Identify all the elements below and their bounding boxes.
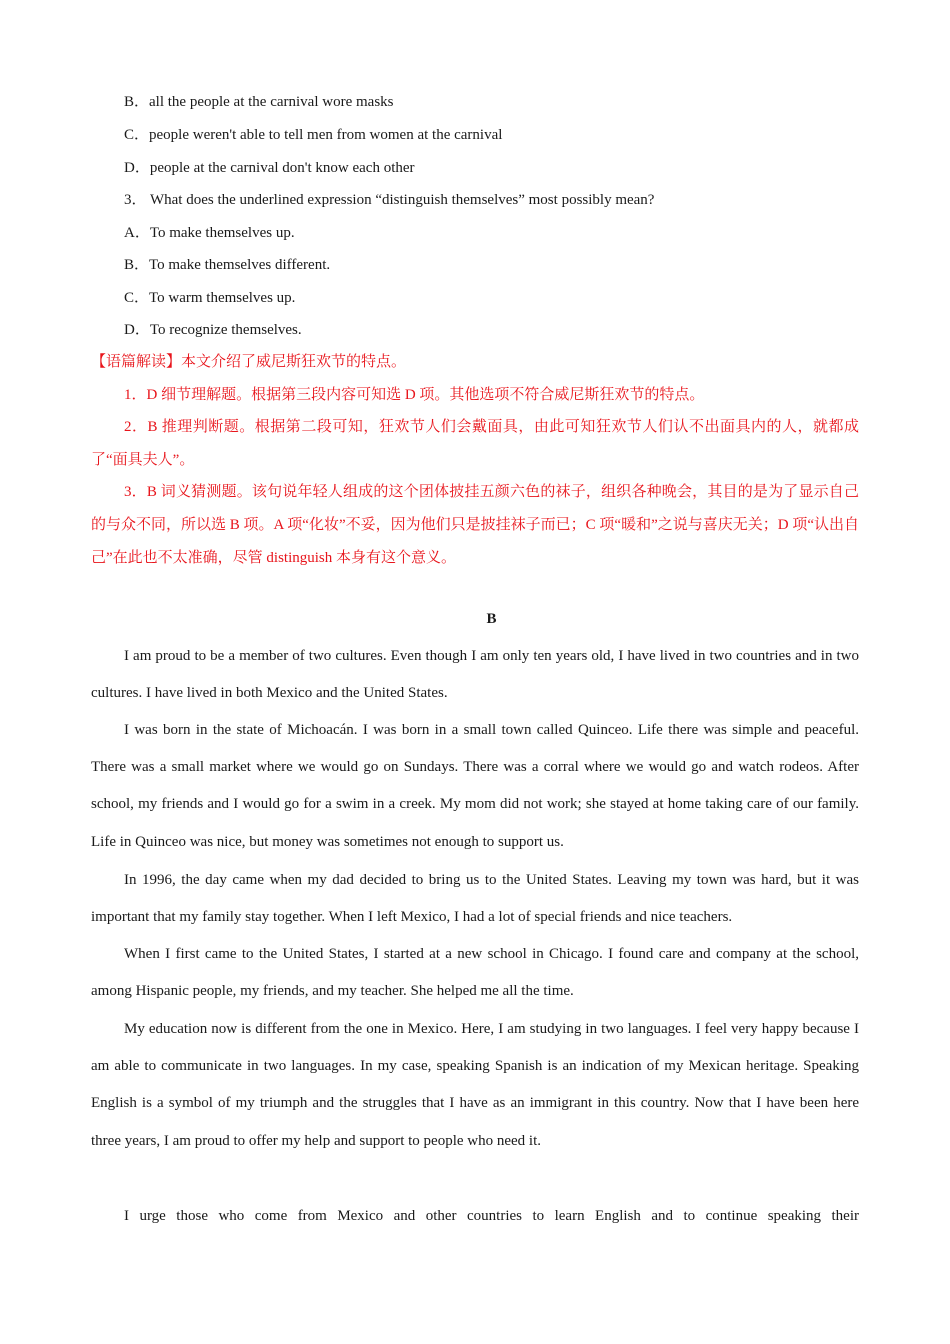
question3-option-a: A．To make themselves up.	[124, 225, 295, 241]
analysis-answer-3: 3．B 词义猜测题。该句说年轻人组成的这个团体披挂五颜六色的袜子，组织各种晚会，其目的是为了显示自己的与众不同，所以选 B 项。A 项“化妆”不妥，因为他们只是披挂袜子而已；C 项“暖和”之说与喜庆无关；D 项“认出自己”在此也不太准确，尽管 distinguish 本身有这个意义。	[91, 484, 859, 566]
question3-option-c: C．To warm themselves up.	[124, 290, 296, 306]
passage-paragraph-2: I was born in the state of Michoacán. I was born in a small town called Quinceo. Life there was simple and peaceful. There was a small market where we would go on Sundays. There was a corral where we would go and watch rodeos. After school, my friends and I would go for a swim in a creek. My mom did not work; she stayed at home taking care of our family. Life in Quinceo was nice, but money was sometimes not enough to support us.	[91, 722, 859, 850]
question3-stem: 3． What does the underlined expression “distinguish themselves” most possibly mean?	[124, 192, 655, 208]
question2-option-b: B．all the people at the carnival wore masks	[124, 94, 394, 110]
analysis-intro: 【语篇解读】本文介绍了威尼斯狂欢节的特点。	[91, 354, 407, 370]
question3-option-d: D．To recognize themselves.	[124, 322, 302, 338]
analysis-answer-2: 2．B 推理判断题。根据第二段可知，狂欢节人们会戴面具，由此可知狂欢节人们认不出面具内的人，就都成了“面具夫人”。	[91, 419, 859, 468]
passage-paragraph-5: My education now is different from the one in Mexico. Here, I am studying in two languages. I feel very happy because I am able to communicate in two languages. In my case, speaking Spanish is an indication of my Mexican heritage. Speaking English is a symbol of my triumph and the struggles that I have as an immigrant in this country. Now that I have been here three years, I am proud to offer my help and support to people who need it.	[91, 1021, 859, 1149]
question3-option-b: B．To make themselves different.	[124, 257, 331, 273]
analysis-answer-1: 1．D 细节理解题。根据第三段内容可知选 D 项。其他选项不符合威尼斯狂欢节的特点。	[124, 387, 705, 403]
passage-paragraph-4: When I first came to the United States, I started at a new school in Chicago. I found care and company at the school, among Hispanic people, my friends, and my teacher. She helped me all the time.	[91, 946, 859, 1000]
passage-title: B	[486, 611, 497, 627]
question2-option-d: D．people at the carnival don't know each other	[124, 160, 415, 176]
passage-paragraph-1: I am proud to be a member of two cultures. Even though I am only ten years old, I have lived in two countries and in two cultures. I have lived in both Mexico and the United States.	[91, 648, 859, 702]
passage-paragraph-3: In 1996, the day came when my dad decided to bring us to the United States. Leaving my town was hard, but it was important that my family stay together. When I left Mexico, I had a lot of special friends and nice teachers.	[91, 872, 859, 926]
question2-option-c: C．people weren't able to tell men from women at the carnival	[124, 127, 503, 143]
passage-paragraph-6: I urge those who come from Mexico and other countries to learn English and to continue speaking their	[124, 1208, 859, 1224]
